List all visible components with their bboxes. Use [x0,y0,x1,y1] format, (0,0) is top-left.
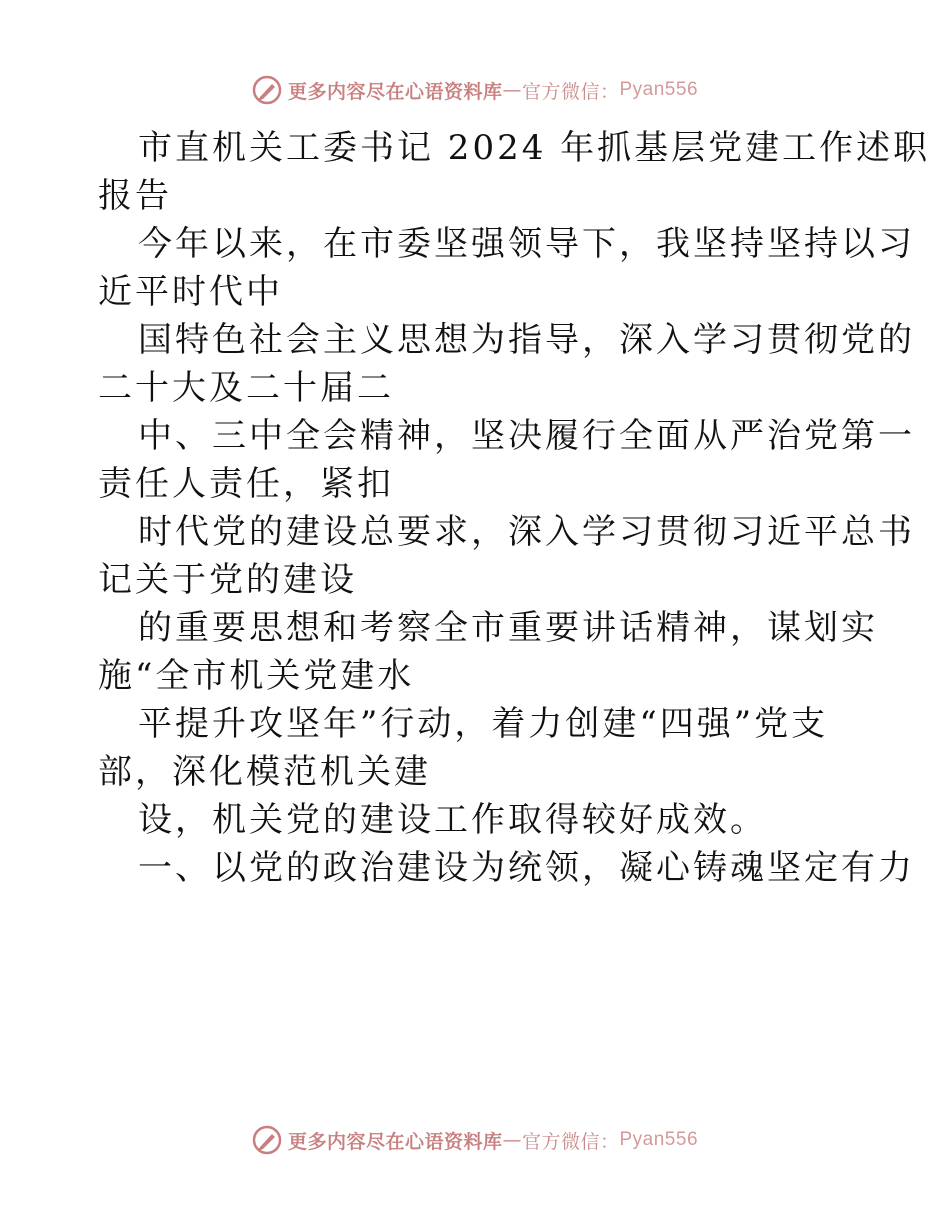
text-line: 一、以党的政治建设为统领，凝心铸魂坚定有力 [138,848,915,888]
text-line: 记关于党的建设 [98,560,357,600]
watermark-title: 更多内容尽在心语资料库 [287,80,503,103]
text-line: 平提升攻坚年”行动，着力创建“四强”党支 [138,704,829,744]
watermark-title: 更多内容尽在心语资料库 [287,1130,503,1153]
text-line: 部，深化模范机关建 [98,752,431,792]
text-line: 报告 [98,176,172,216]
watermark-id: Pyan556 [619,1129,699,1150]
text-line: 市直机关工委书记 2024 年抓基层党建工作述职 [138,128,931,168]
watermark-suffix: 官方微信： [521,1130,620,1153]
header-watermark [0,70,950,110]
text-line: 时代党的建设总要求，深入学习贯彻习近平总书 [138,512,915,552]
footer-watermark [0,1120,950,1160]
pen-logo-icon [252,1125,282,1155]
watermark-dash: — [502,79,522,101]
watermark-id: Pyan556 [619,79,699,100]
watermark-suffix: 官方微信： [521,80,620,103]
text-line: 国特色社会主义思想为指导，深入学习贯彻党的 [138,320,915,360]
text-line: 的重要思想和考察全市重要讲话精神，谋划实 [138,608,878,648]
text-line: 设，机关党的建设工作取得较好成效。 [138,800,767,840]
text-line: 中、三中全会精神，坚决履行全面从严治党第一 [138,416,915,456]
text-line: 责任人责任，紧扣 [98,464,394,504]
document-body [98,124,931,892]
text-line: 今年以来，在市委坚强领导下，我坚持坚持以习 [138,224,915,264]
pen-logo-icon [252,75,282,105]
text-line: 近平时代中 [98,272,283,312]
text-line: 施“全市机关党建水 [98,656,415,696]
text-line: 二十大及二十届二 [98,368,394,408]
watermark-dash: — [502,1129,522,1151]
